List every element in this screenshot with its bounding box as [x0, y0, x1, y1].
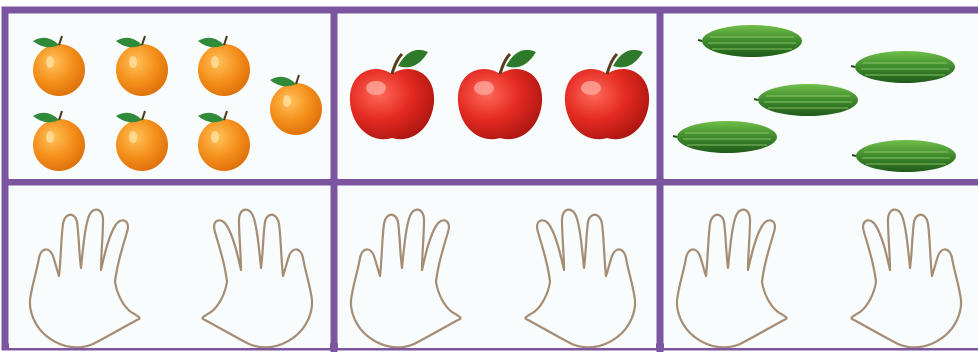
hands-group: [9, 186, 330, 348]
hands-cell-1: [9, 186, 330, 348]
apple-icon: [458, 50, 542, 139]
cucumber-icon: [852, 140, 956, 172]
right-hand-outline-icon: [852, 210, 962, 348]
orange-icon: [198, 111, 250, 171]
orange-icon: [198, 36, 250, 96]
hands-cell-3: [664, 186, 978, 348]
hands-group: [664, 186, 978, 348]
left-hand-outline-icon: [677, 210, 787, 348]
hands-cell-2: [338, 186, 656, 348]
oranges-cell: [9, 14, 330, 179]
cucumber-icon: [698, 25, 802, 57]
apples-cell: [338, 14, 656, 179]
apple-icon: [350, 50, 434, 139]
apples-group: [338, 14, 656, 179]
cucumbers-cell: [664, 14, 978, 179]
cucumber-icon: [754, 84, 858, 116]
left-hand-outline-icon: [351, 210, 461, 348]
orange-icon: [270, 75, 322, 135]
oranges-group: [9, 14, 330, 179]
apple-icon: [565, 50, 649, 139]
right-hand-outline-icon: [203, 210, 313, 348]
hands-group: [338, 186, 656, 348]
orange-icon: [116, 36, 168, 96]
right-hand-outline-icon: [526, 210, 636, 348]
orange-icon: [116, 111, 168, 171]
cucumber-icon: [851, 51, 955, 83]
cucumber-icon: [673, 121, 777, 153]
orange-icon: [33, 36, 85, 96]
left-hand-outline-icon: [30, 210, 140, 348]
orange-icon: [33, 111, 85, 171]
cucumbers-group: [664, 14, 978, 179]
